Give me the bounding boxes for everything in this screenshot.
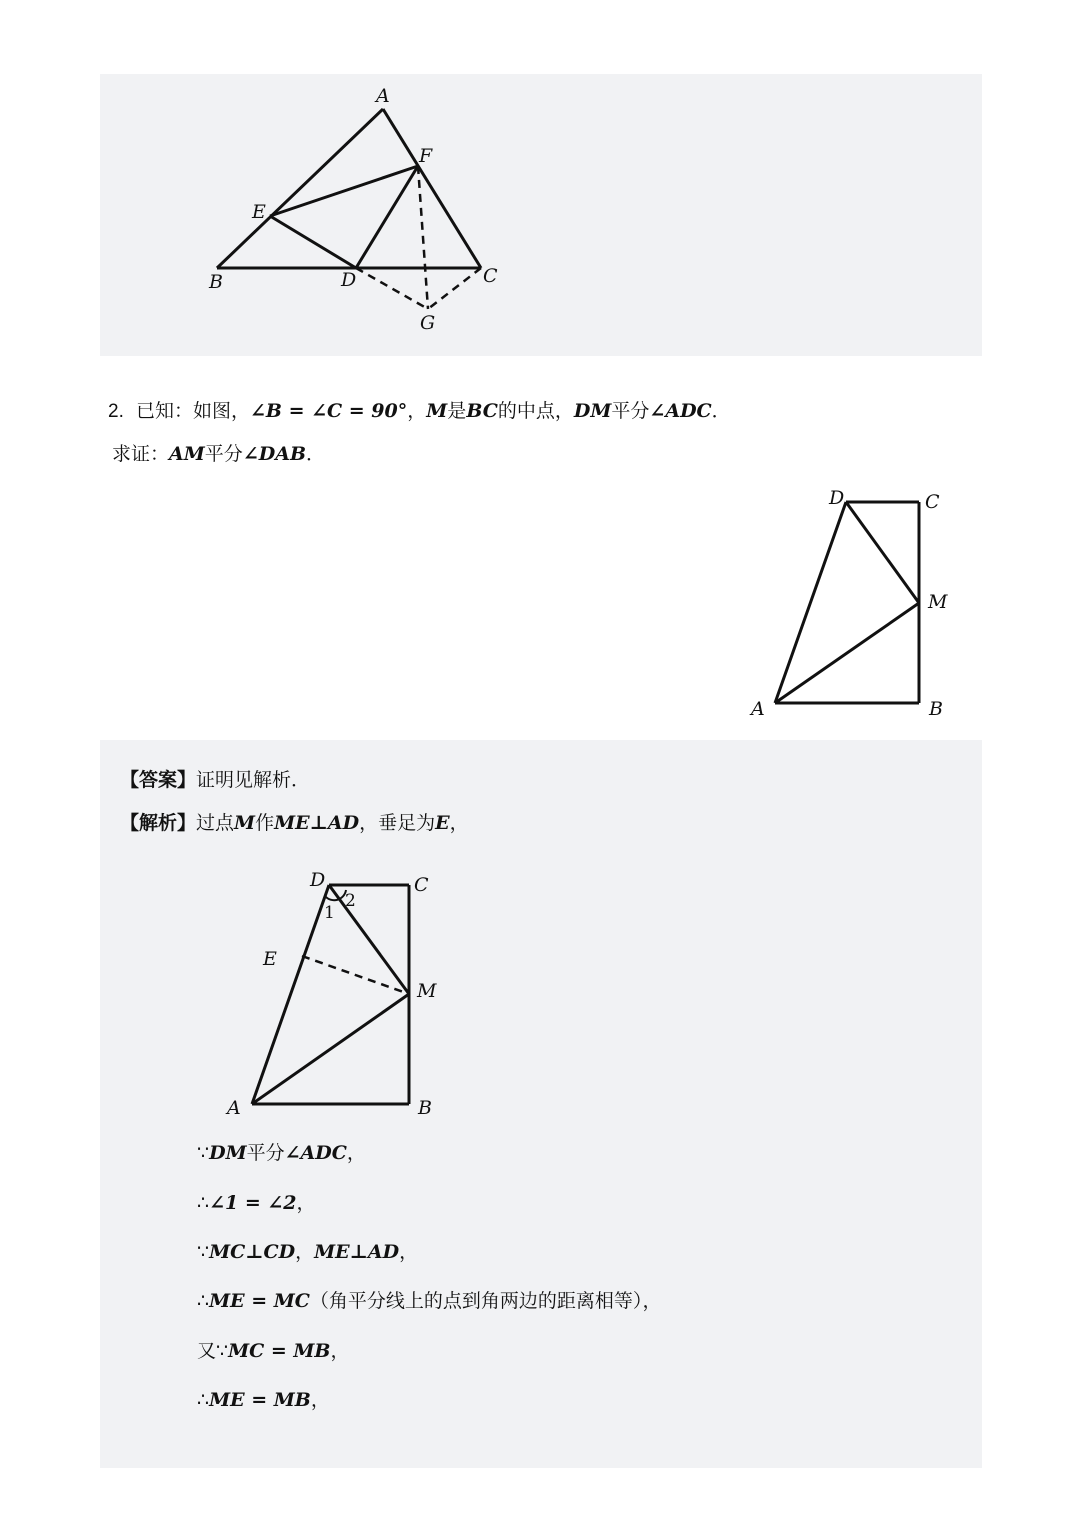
- analysis-line: 【解析】过点M作ME⊥AD，垂足为E，: [120, 812, 469, 834]
- point-label-B: B: [929, 698, 943, 720]
- point-label-E: E: [263, 948, 277, 970]
- point-label-A: A: [376, 85, 390, 107]
- point-label-F: F: [419, 145, 433, 167]
- point-label-D: D: [341, 269, 357, 291]
- analysis-tag: 【解析】: [120, 812, 197, 834]
- answer-line: 【答案】证明见解析．: [120, 769, 311, 791]
- point-label-M: M: [417, 980, 437, 1002]
- point-label-B: B: [209, 271, 223, 293]
- proof-line-4: ∴ME = MC（角平分线上的点到角两边的距离相等），: [197, 1290, 662, 1312]
- point-label-D: D: [310, 869, 326, 891]
- point-label-G: G: [420, 312, 436, 334]
- point-label-B: B: [418, 1097, 432, 1119]
- proof-line-1: ∵DM平分∠ADC，: [197, 1142, 366, 1164]
- point-label-A: A: [227, 1097, 241, 1119]
- proof-line-5: 又∵MC = MB，: [197, 1340, 350, 1362]
- angle-label-1: 1: [324, 903, 335, 923]
- problem-number: 2.: [108, 401, 124, 422]
- angle-label-2: 2: [345, 891, 356, 911]
- point-label-M: M: [928, 591, 948, 613]
- proof-line-2: ∴∠1 = ∠2，: [197, 1192, 316, 1214]
- problem-statement-prove: 求证：AM平分∠DAB．: [112, 443, 326, 465]
- point-label-C: C: [483, 265, 498, 287]
- point-label-E: E: [252, 201, 266, 223]
- point-label-A: A: [751, 698, 765, 720]
- point-label-C: C: [925, 491, 940, 513]
- answer-tag: 【答案】: [120, 769, 197, 791]
- point-label-C: C: [414, 874, 429, 896]
- point-label-D: D: [829, 487, 845, 509]
- problem-statement-given: 2. 已知：如图，∠B = ∠C = 90°，M是BC的中点，DM平分∠ADC．: [108, 400, 731, 422]
- proof-line-3: ∵MC⊥CD，ME⊥AD，: [197, 1241, 419, 1263]
- proof-line-6: ∴ME = MB，: [197, 1389, 330, 1411]
